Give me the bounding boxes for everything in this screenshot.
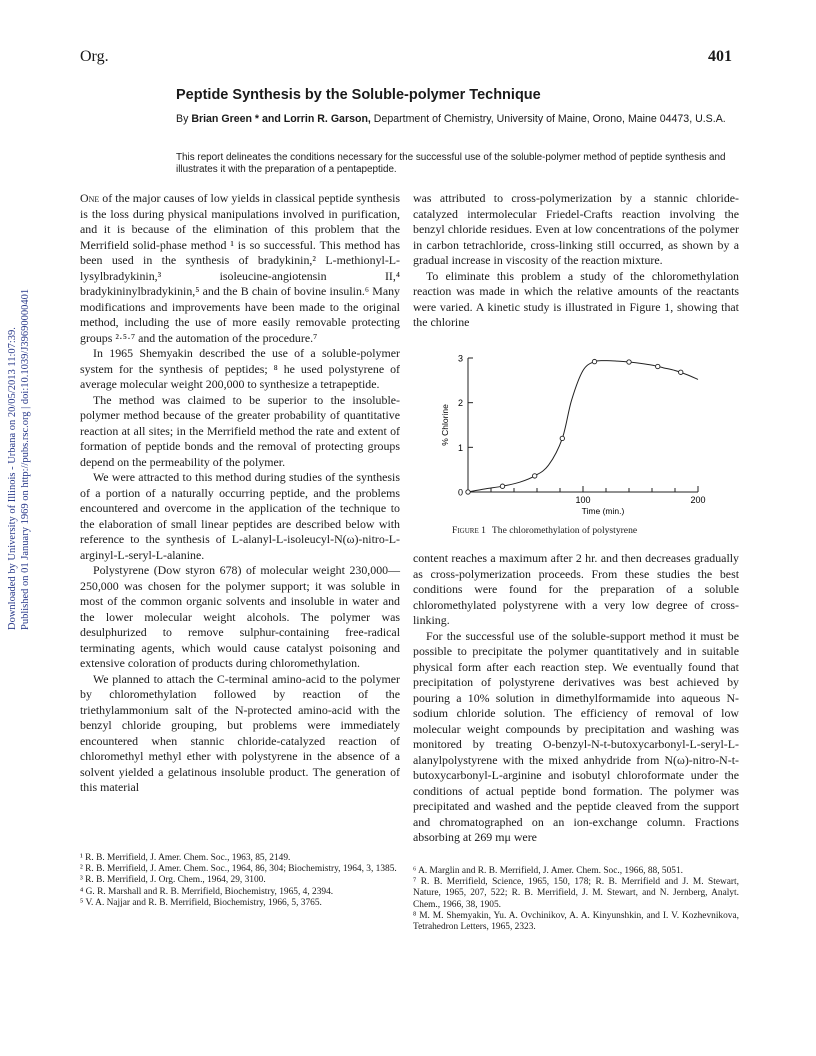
figure-1-chart [420, 346, 740, 521]
series-line [468, 361, 698, 492]
paragraph-9: content reaches a maximum after 2 hr. and then decreases gradually as cross-polymerization proceeds. From these studies the best conditions were found for the preparation of a soluble chloromethylated polystyrene with a very low degree of cross-linking. [413, 551, 739, 627]
reference-1: ⁶ A. Marglin and R. B. Merrifield, J. Amer. Chem. Soc., 1966, 88, 5051. [413, 866, 684, 876]
affiliation: Department of Chemistry, University of Maine, Orono, Maine 04473, U.S.A. [370, 113, 726, 125]
paragraph-7: was attributed to cross-polymerization by a stannic chloride-catalyzed intermolecular Friedel-Crafts reaction involving the benzyl chloride residues. Even at low concentrations of the polymer in carbon tetrachloride, cross-linking still occurred, as shown by a gradual increase in viscosity of the reaction mixture. [413, 191, 739, 267]
chart-markers [466, 359, 683, 494]
data-point [656, 364, 660, 368]
data-point [627, 360, 631, 364]
page-number: 401 [708, 48, 732, 65]
x-axis-label: Time (min.) [581, 506, 625, 516]
byline [176, 113, 741, 125]
data-point [679, 370, 683, 374]
abstract: This report delineates the conditions necessary for the successful use of the soluble-polymer method of peptide synthesis and illustrates it with the preparation of a pentapeptide. [176, 152, 726, 175]
chart-series [468, 361, 698, 492]
paragraph-6: We planned to attach the C-terminal amino-acid to the polymer by chloromethylation followed by reaction of the triethylammonium salt of the N-protected amino-acid with the benzyl chloride grouping, but problems were immediately encountered when stannic chloride-catalyzed reaction of chloromethyl methyl ether with polystyrene in the absence of a solvent yielded a gelatinous insoluble product. The generation of this material [80, 671, 400, 794]
data-point [592, 359, 596, 363]
figure-caption [452, 525, 637, 536]
reference-1: ¹ R. B. Merrifield, J. Amer. Chem. Soc., 1963, 85, 2149. [80, 853, 291, 863]
paragraph-3: The method was claimed to be superior to the insoluble-polymer method because of the greater probability of quantitative reaction at all sites; in the Merrifield method the rate and extent of formation of peptide bonds and the removal of protecting groups depend on the permeability of the polymer. [80, 392, 400, 469]
byline-prefix: By [176, 113, 192, 125]
data-point [560, 436, 564, 440]
reference-3: ³ R. B. Merrifield, J. Org. Chem., 1964, 29, 3100. [80, 875, 266, 886]
y-tick-label: 3 [457, 353, 463, 364]
download-watermark [6, 289, 32, 630]
figure-label: Figure 1 [452, 525, 486, 536]
drop-cap-word: One [80, 191, 100, 205]
y-tick-label: 0 [457, 487, 463, 498]
references-right [413, 866, 739, 933]
chart-ticks [468, 358, 698, 492]
reference-2: ² R. B. Merrifield, J. Amer. Chem. Soc., 1964, 86, 304; Biochemistry, 1964, 3, 1385. [80, 864, 397, 875]
paragraph-10: For the successful use of the soluble-support method it must be possible to precipitate the polymer quantitatively and in suitable physical form after each reaction step. We eventually found that precipitation of polystyrene derivatives was best achieved by pouring a 10% solution in dimethylformamide into aqueous N-sodium chloride solution. The efficiency of removal of low molecular weight compounds by precipitation and washing was monitored by treating O-benzyl-N-t-butoxycarbonyl-L-seryl-L-alanylpolystyrene with the mixed anhydride from N(ω)-nitro-N-t-butoxycarbonyl-L-arginine and isobutyl chloroformate under the conditions of actual peptide bond formation. The polymer was precipitated and washed and the peptide cleaved from the support and chromatographed on an ion-exchange column. Fractions absorbing at 269 mμ were [413, 628, 739, 844]
data-point [500, 484, 504, 488]
data-point [466, 490, 470, 494]
x-tick-label: 200 [690, 495, 706, 505]
reference-3: ⁸ M. M. Shemyakin, Yu. A. Ovchinikov, A. A. Kinyunshkin, and I. V. Kozhevnikova, Tetrahedron Letters, 1965, 2323. [413, 910, 739, 933]
right-column-bottom [413, 551, 739, 846]
chart-axes [468, 358, 698, 492]
data-point [533, 474, 537, 478]
download-line[interactable]: Downloaded by University of Illinois - Urbana on 20/05/2013 11:07:39. [7, 327, 18, 630]
journal-name: Org. [80, 48, 109, 65]
article-title: Peptide Synthesis by the Soluble-polymer Technique [176, 87, 541, 103]
paragraph-1 [80, 191, 400, 346]
left-column [80, 191, 400, 796]
paragraph-4: We were attracted to this method during studies of the synthesis of a portion of a naturally occurring peptide, and the problems encountered and overcome in the application of the technique to the elaboration of small linear peptides are described below with reference to the synthesis of L-alanyl-L-isoleucyl-N(ω)-nitro-L-arginyl-L-seryl-L-alanine. [80, 470, 400, 562]
reference-4: ⁴ G. R. Marshall and R. B. Merrifield, Biochemistry, 1965, 4, 2394. [80, 886, 334, 897]
reference-2: ⁷ R. B. Merrifield, Science, 1965, 150, 178; R. B. Merrifield and J. M. Stewart, Nature, 1965, 207, 522; R. B. Merrifield, J. M. Stewart, and N. Jernberg, Analyt. Chem., 1966, 38, 1905. [413, 877, 739, 910]
references-left [80, 853, 400, 909]
y-tick-label: 1 [457, 442, 463, 453]
paragraph-2: In 1965 Shemyakin described the use of a soluble-polymer system for the synthesis of peptides; ⁸ he used polystyrene of average molecular weight 200,000 to synthesize a tetrapeptide. [80, 346, 400, 391]
x-tick-label: 100 [575, 495, 591, 505]
authors: Brian Green * and Lorrin R. Garson, [191, 113, 371, 125]
published-line[interactable]: Published on 01 January 1969 on http://pubs.rsc.org | doi:10.1039/J39690000401 [20, 288, 31, 630]
figure-caption-text: The chloromethylation of polystyrene [491, 525, 638, 536]
paragraph-1-text: of the major causes of low yields in classical peptide synthesis is the loss during physical manipulations involved in purification, and it is because of the elimination of this problem that the Merrifield solid-phase method ¹ is so successful. This method has been used in the synthesis of bradykinin,² L-methionyl-L-lysylbradykinin,³ isoleucine-angiotensin II,⁴ bradykininylbradykinin,⁵ and the B chain of bovine insulin.⁶ Many modifications and improvements have been made to the original method, including the use of more easily removable protecting groups ²·⁵·⁷ and the automation of the procedure.⁷ [80, 191, 400, 345]
y-tick-label: 2 [457, 398, 463, 409]
paragraph-8: To eliminate this problem a study of the chloromethylation reaction was made in which the relative amounts of the reactants were varied. A kinetic study is illustrated in Figure 1, showing that the chlorine [413, 268, 739, 329]
reference-5: ⁵ V. A. Najjar and R. B. Merrifield, Biochemistry, 1966, 5, 3765. [80, 897, 322, 908]
y-axis-label: % Chlorine [440, 404, 450, 446]
right-column-top [413, 191, 739, 331]
paragraph-5: Polystyrene (Dow styron 678) of molecular weight 230,000—250,000 was chosen for the polymer support; it was soluble in most of the common organic solvents and insoluble in water and the lower molecular weight alcohols. The polymer was desulphurized to remove sulphur-containing free-radical terminating agents, which would cause catalyst poisoning and extensive coloration of products during chloromethylation. [80, 563, 400, 670]
